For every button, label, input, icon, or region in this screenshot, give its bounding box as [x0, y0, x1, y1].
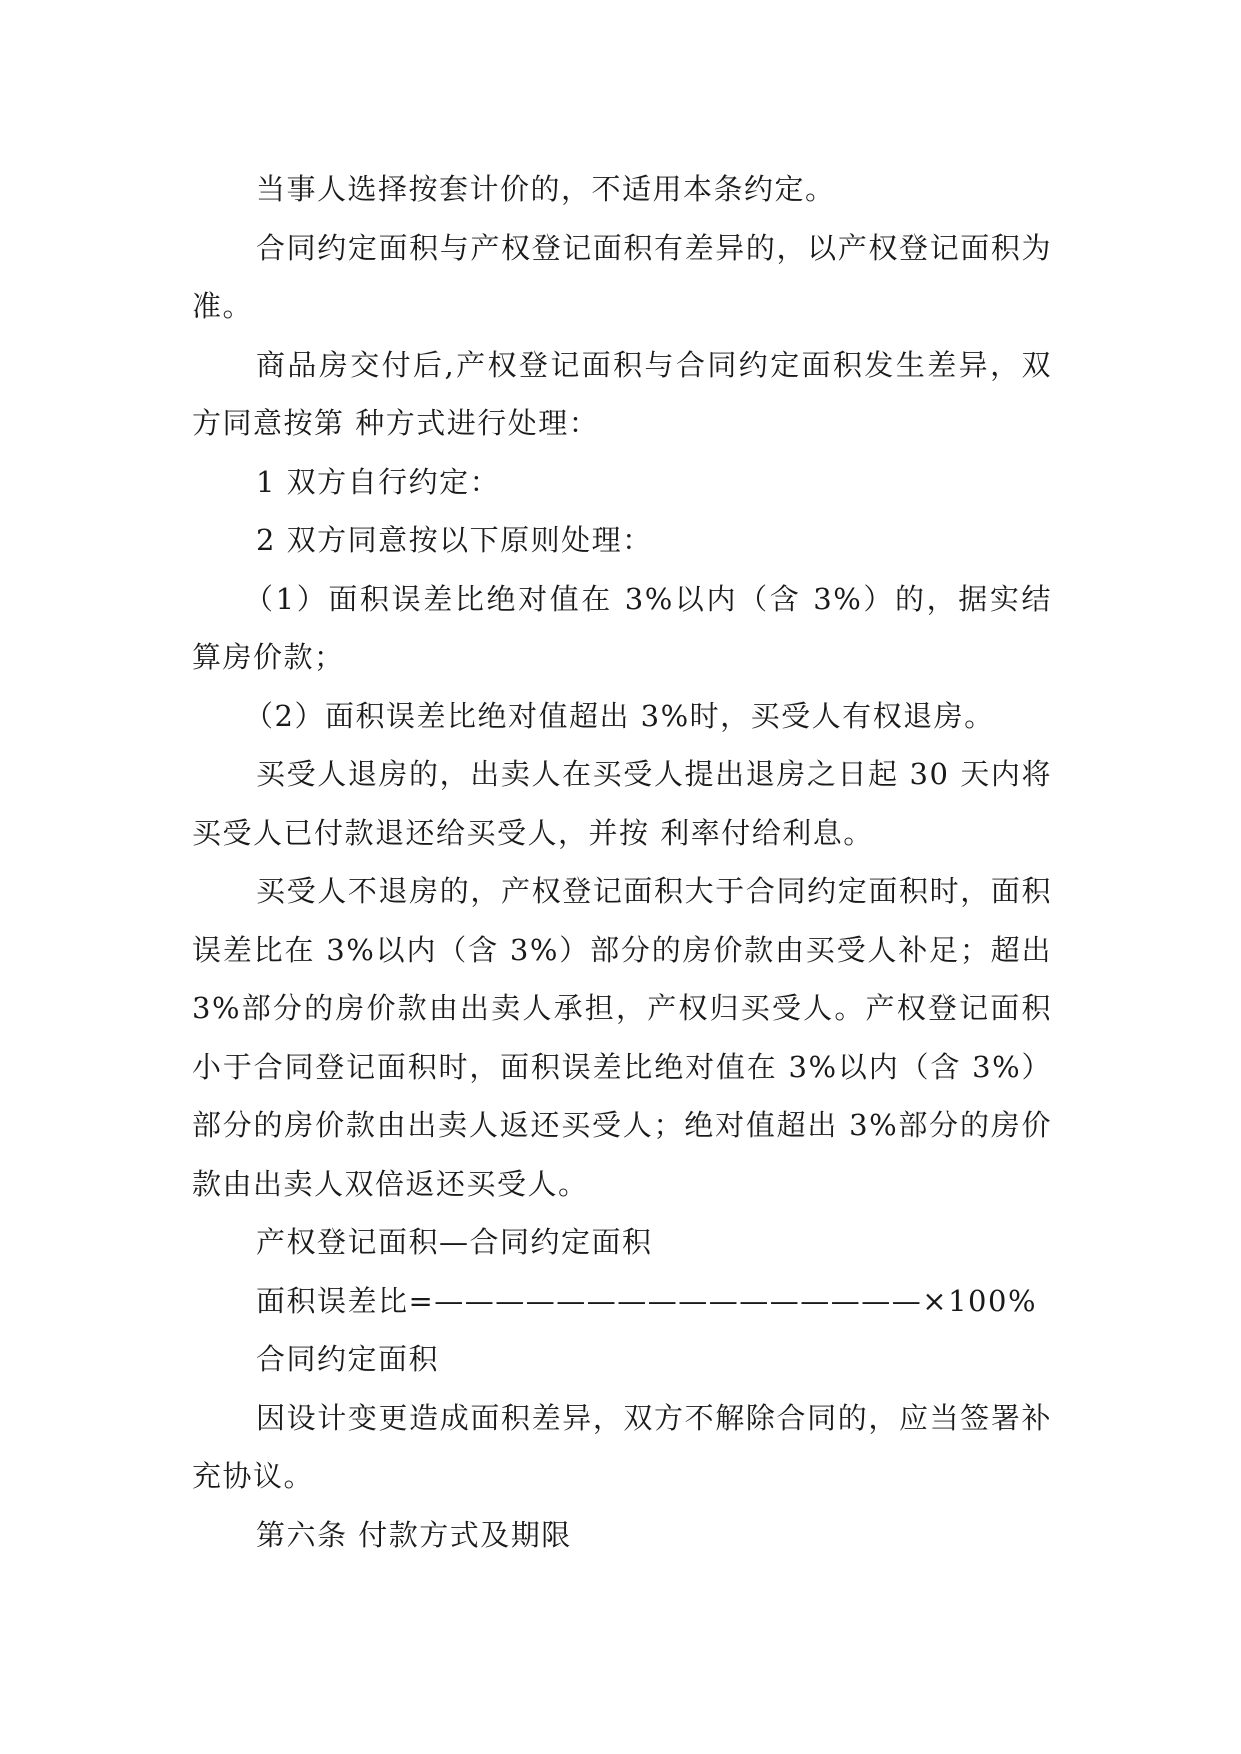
paragraph-design-change: 因设计变更造成面积差异，双方不解除合同的，应当签署补充协议。 — [192, 1400, 1052, 1493]
paragraph-refund: 买受人退房的，出卖人在买受人提出退房之日起 30 天内将买受人已付款退还给买受人，并按 利率付给利息。 — [192, 757, 1052, 850]
section-heading-article-6: 第六条 付款方式及期限 — [256, 1517, 572, 1552]
paragraph-option-1: 1 双方自行约定： — [256, 464, 501, 499]
paragraph-rule-1: （1）面积误差比绝对值在 3%以内（含 3%）的，据实结算房价款； — [192, 581, 1052, 674]
paragraph-option-2: 2 双方同意按以下原则处理： — [256, 523, 653, 557]
paragraph-area-difference: 合同约定面积与产权登记面积有差异的，以产权登记面积为准。 — [192, 230, 1052, 323]
paragraph-suite-pricing: 当事人选择按套计价的，不适用本条约定。 — [256, 172, 836, 206]
paragraph-rule-2: （2）面积误差比绝对值超出 3%时，买受人有权退房。 — [244, 698, 995, 733]
document-body — [192, 160, 1063, 1564]
formula-denominator: 合同约定面积 — [256, 1342, 440, 1376]
formula-line: 面积误差比=————————————————×100% — [256, 1283, 1038, 1318]
paragraph-after-delivery: 商品房交付后,产权登记面积与合同约定面积发生差异，双方同意按第 种方式进行处理： — [192, 347, 1052, 440]
paragraph-no-refund: 买受人不退房的，产权登记面积大于合同约定面积时，面积误差比在 3%以内（含 3%）部分的房价款由买受人补足；超出 3%部分的房价款由出卖人承担，产权归买受人。产权登记面积小于合同登记面积时，面积误差比绝对值在 3%以内（含 3%）部分的房价款由出卖人返还买受人；绝对值超出 3%部分的房价款由出卖人双倍返还买受人。 — [192, 874, 1063, 1201]
formula-numerator: 产权登记面积—合同约定面积 — [256, 1225, 653, 1259]
